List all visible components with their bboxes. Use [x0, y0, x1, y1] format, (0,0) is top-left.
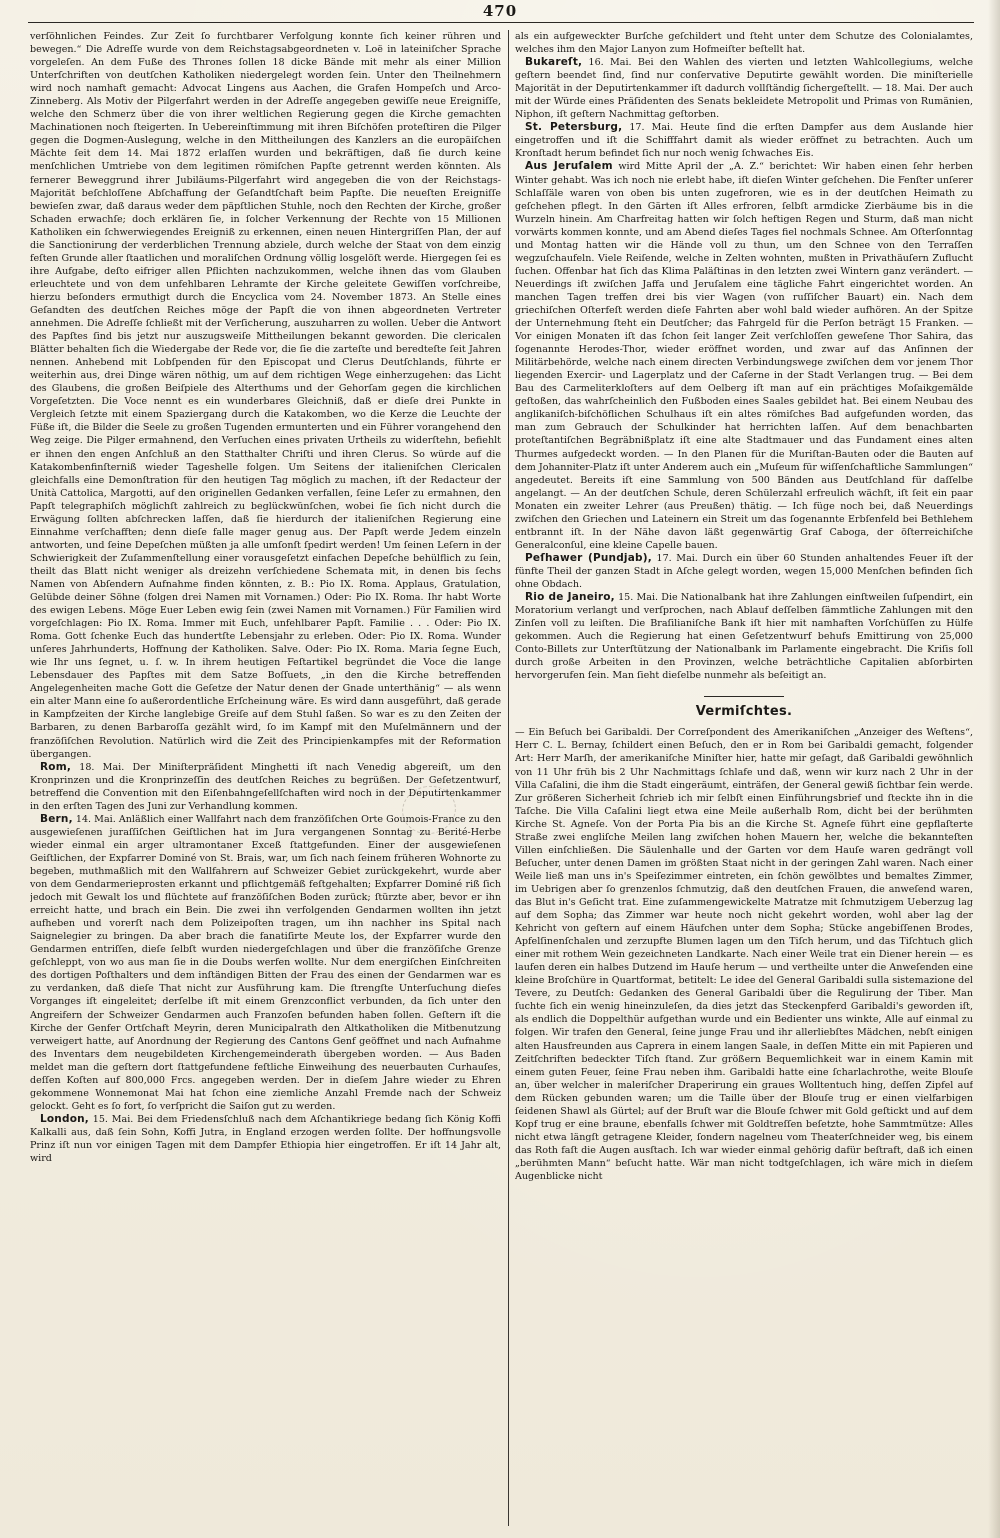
- dateline: Bukareſt,: [525, 56, 583, 69]
- article-text: 17. Mai. Durch ein über 60 Stunden anhaltendes Feuer iſt der fünfte Theil der ganzen Stadt in Aſche gelegt worden, wegen 15,000 Menſchen befinden ſich ohne Obdach.: [515, 552, 973, 590]
- dateline: Rio de Janeiro,: [525, 591, 615, 604]
- article-text: 18. Mai. Der Miniſterpräſident Minghetti iſt nach Venedig abgereiſt, um den Kronprinzen und die Kronprinzeſſin des deutſchen Reiches zu begrüßen. Der Geſetzentwurf, betreffend die Convention mit den Eiſenbahngeſellſchaften wird noch in der Deputirtenkammer in den erſten Tagen des Juni zur Verhandlung kommen.: [30, 761, 501, 812]
- article-london-continuation: [515, 30, 973, 56]
- article-text: 15. Mai. Bei dem Friedensſchluß nach dem Aſchantikriege bedang ſich König Koffi Kalkalli aus, daß ſein Sohn, Koffi Jutra, in England erzogen werden ſollte. Der hoffnungsvolle Prinz iſt nun vor einigen Tagen mit dem Dampfer Ethiopia hier eingetroffen. Er iſt 14 Jahr alt, wird: [30, 1113, 501, 1165]
- dateline: Aus Jeruſalem: [525, 160, 613, 173]
- article-rio: [515, 591, 973, 682]
- dateline: London,: [40, 1112, 89, 1125]
- article-text: 16. Mai. Bei den Wahlen des vierten und letzten Wahlcollegiums, welche geſtern beendet ſind, ſind nur conſervative Deputirte gewählt worden. Die miniſterielle Majorität in der Deputirtenkammer iſt dadurch vollſtändig ſichergeſtellt. — 18. Mai. Der auch mit der Würde eines Präſidenten des Senats bekleidete Metropolit und Primas von Rumänien, Niphon, iſt geſtern Nachmittag geſtorben.: [515, 57, 973, 121]
- dateline: Rom,: [40, 760, 72, 773]
- article-bukarest: [515, 56, 973, 121]
- article-text: verſöhnlichen Feindes. Zur Zeit ſo furchtbarer Verfolgung konnte ſich keiner rühren und bewegen.“ Die Adreſſe wurde von dem Reichstagsabgeordneten v. Loë in lateiniſcher Sprache vorgeleſen. An dem Fuße des Thrones ſollen 18 dicke Bände mit mehr als einer Million Unterſchriften von deutſchen Katholiken niedergelegt worden ſein. Unter den Theilnehmern wird noch namhaft gemacht: Advocat Lingens aus Aachen, die Grafen Hompeſch und Arco-Zinneberg. Als Motiv der Pilgerfahrt werden in der Adreſſe angegeben gewiſſe neue Ereigniſſe, welche den Schmerz über die von ihrer weltlichen Regierung gegen die Kirche gemachten Machinationen noch ſteigerten. In Uebereinſtimmung mit ihren Biſchöfen proteſtiren die Pilger gegen die Dogmen-Auslegung, welche in den Mittheilungen des Kanzlers an die europäiſchen Mächte ſeit dem 14. Mai 1872 erlaſſen wurden und bekräftigen, daß ſie durch keine menſchlichen Umtriebe von dem legitimen römiſchen Papſte getrennt werden könnten. Als fernerer Beweggrund ihrer Jubiläums-Pilgerfahrt wird angegeben die von der Reichstags-Majorität beſchloſſene Abſchaffung der Geſandtſchaft beim Papſte. Die neueſten Ereigniſſe bewieſen zwar, daß daraus weder dem päpſtlichen Stuhle, noch den Rechten der Kirche, großer Schaden erwachſe; doch erklären ſie, in ſolcher Verkennung der Rechte von 15 Millionen Katholiken ein ſchwerwiegendes Ereigniß zu erkennen, einen neuen Hintergriſſen Plan, der auf die Sanctionirung der verderblichen Trennung abziele, durch welche der Staat von dem einzig feſten Grunde aller ſtaatlichen und moraliſchen Ordnung völlig losgelöſt werde. Hiergegen ſei es ihre Aufgabe, deſto eifriger allen Pflichten nachzukommen, welche ihnen das vom Glauben erleuchtete und von dem unfehlbaren Lehramte der Kirche geleitete Gewiſſen vorſchreibe, hierzu beſonders ermuthigt durch die Encyclica vom 24. November 1873. An Stelle eines Geſandten des deutſchen Reiches möge der Papſt die von ihnen abgeordneten Vertreter annehmen. Die Adreſſe ſchließt mit der Verſicherung, auszuharren zu wollen. Ueber die Antwort des Papſtes ſind bis jetzt nur auszugsweiſe Mittheilungen bekannt geworden. Die clericalen Blätter behalten ſich die Wiedergabe der Rede vor, die ſie die zarteſte und beredteſte ſeit Jahren nennen. Anhebend mit Lobſpenden für den Episcopat und Clerus Deutſchlands, führte er weiterhin aus, drei Dinge wären nöthig, um auf dem richtigen Wege einherzugehen: das Licht des Glaubens, die großen Beiſpiele des Alterthums und der Gehorſam gegen die kirchlichen Vorgeſetzten. Die Voce nennt es ein wunderbares Gleichniß, daß er dieſe drei Punkte in Vergleich ſetzte mit einem Spaziergang durch die Katakomben, wo die Kerze die Leuchte der Füße iſt, die Bilder die Seele zu großen Tugenden ermunterten und ein Führer vorangehend den Weg zeige. Die Pilger ermahnend, den Verſuchen eines privaten Urtheils zu widerſtehn, befiehlt er ihnen den engen Anſchluß an den Statthalter Chriſti und ihren Clerus. So würde auf die Katakombenfinſterniß wieder Tageshelle folgen. Um Seitens der italieniſchen Clericalen gleichfalls eine Demonſtration für den heutigen Tag möglich zu machen, iſt der Redacteur der Unità Cattolica, Margotti, auf den originellen Gedanken verfallen, ſeine Leſer zu ermahnen, den Papſt telegraphiſch möglichſt zahlreich zu beglückwünſchen, wobei ſie ſich nicht durch die Erwägung ſollten abſchrecken laſſen, daß ſie hierdurch der italieniſchen Regierung eine Einnahme verſchafften; denn dieſe falle mager genug aus. Der Papſt werde Jedem einzeln antworten, und ſeine Depeſchen müßten ja alle umſonſt ſpedirt werden! Um ſeinen Leſern in der Schwierigkeit der Zuſammenſtellung einer vorausgeſetzt einfachen Depeſche behülflich zu ſein, theilt das Blatt nicht weniger als dreizehn verſchiedene Schemata mit, in denen bis ſechs Namen von Abſendern Aufnahme finden könnten, z. B.: Pio IX. Roma. Applaus, Gratulation, Gelübde deiner Söhne (folgen drei Namen mit Vornamen.) Oder: Pio IX. Roma. Ihr habt Worte des ewigen Lebens. Möge Euer Leben ewig ſein (zwei Namen mit Vornamen.) Für Familien wird vorgeſchlagen: Pio IX. Roma. Immer mit Euch, unfehlbarer Papſt. Familie . . . Oder: Pio IX. Roma. Gott ſchenke Euch das hundertſte Lebensjahr zu erleben. Oder: Pio IX. Roma. Wunder unſeres Jahrhunderts, Hoffnung der Katholiken. Salve. Oder: Pio IX. Roma. Maria ſegne Euch, wie Ihr uns ſegnet, u. ſ. w. In ihrem heutigen Feſtartikel begründet die Voce die lange Lebensdauer des Papſtes mit dem Satze Boſſuets, „in den die Kirche betreffenden Angelegenheiten mache Gott die Geſetze der Natur denen der Gnade unterthänig“ — als wenn ein alter Mann eine ſo außerordentliche Erſcheinung wäre. Es wird dann ausgeführt, daß gerade in Kampfzeiten der Kirche langlebige Greiſe auf dem Stuhl ſaßen. So war es zu den Zeiten der Barbaren, zu denen Barbaroſſa gezählt wird, ſo im Kampf mit den Muſelmännern und der franzöſiſchen Revolution. Natürlich wird die Zeit des Principienkampfes mit der Reformation übergangen.: [30, 31, 501, 760]
- article-jerusalem: [515, 160, 973, 551]
- section-title: Vermiſchtes.: [695, 704, 793, 720]
- left-column: [30, 30, 501, 1530]
- article-bern: [30, 813, 501, 1113]
- right-column: [515, 30, 973, 1530]
- page-number: 470: [482, 2, 518, 20]
- article-text: als ein aufgeweckter Burſche geſchildert und ſteht unter dem Schutze des Colonialamtes, welches ihm den Major Lanyon zum Hofmeiſter beſtellt hat.: [515, 31, 973, 56]
- article-peshawer: [515, 552, 973, 591]
- dateline: Peſhawer (Pundjab),: [525, 551, 652, 564]
- dateline: Bern,: [40, 812, 73, 825]
- article-petersburg: [515, 121, 973, 160]
- article-text: 15. Mai. Die Nationalbank hat ihre Zahlungen einſtweilen ſuſpendirt, ein Moratorium verlangt und verſprochen, nach Ablauf deſſelben ſämmtliche Zahlungen mit den Zinſen voll zu leiſten. Die Braſilianiſche Bank iſt hier mit namhaften Vorſchüſſen zu Hülfe gekommen. Auch die Regierung hat einen Geſetzentwurf behufs Emittirung von 25,000 Conto-Billets zur Unterſtützung der Nationalbank im Parlamente eingebracht. Die Kriſis ſoll durch große Arbeiten in den Provinzen, welche beträchtliche Capitalien abſorbirten hervorgerufen ſein. Man ſieht dieſelbe nunmehr als beſeitigt an.: [515, 592, 973, 682]
- article-text: wird Mitte April der „A. Z.“ berichtet: Wir haben einen ſehr herben Winter gehabt. Was ich noch nie erlebt habe, iſt dieſen Winter geſchehen. Die Fenſter unſerer Schlaſſäle waren von oben bis unten zugefroren, wie es in der deutſchen Heimath zu geſchehen pflegt. In den Gärten iſt Alles erfroren, ſelbſt armdicke Zierbäume bis in die Wurzeln hinein. Am Charfreitag hatten wir ſolch heftigen Regen und Sturm, daß man nicht vorwärts kommen konnte, und am Abend dieſes Tages fiel nochmals Schnee. Am Oſterſonntag und Montag hatten wir die Hände voll zu thun, um den Schnee von den Terraſſen wegzuſchaufeln. Viele Reiſende, welche in Zelten wohnten, mußten in Privathäuſern Zuflucht ſuchen. Offenbar hat ſich das Klima Paläſtinas in den letzten zwei Wintern ganz verändert. — Neuerdings iſt zwiſchen Jaffa und Jeruſalem eine tägliche Fahrt eingerichtet worden. An manchen Tagen treffen drei bis vier Wagen (von ruſſiſcher Bauart) ein. Nach dem griechiſchen Oſterfeſt werden dieſe Fahrten aber wohl bald wieder aufhören. An der Spitze der Unternehmung ſteht ein Deutſcher; das Fahrgeld für die Perſon beträgt 15 Franken. — Vor einigen Monaten iſt das ſchon ſeit langer Zeit verſchloſſen geweſene Thor Sahira, das ſogenannte Herodes-Thor, wieder eröffnet worden, und zwar auf das Anſinnen der Militärbehörde, welche nach einem directen Verbindungswege zwiſchen dem vor jenem Thor liegenden Exercir- und Lagerplatz und der Caſerne in der Stadt Verlangen trug. — Bei dem Bau des Carmeliterkloſters auf dem Oelberg iſt man auf ein prächtiges Moſaikgemälde geſtoßen, das wahrſcheinlich den Fußboden eines Saales gebildet hat. Bei einem Neubau des anglikaniſch-biſchöflichen Schulhaus iſt ein altes römiſches Bad aufgefunden worden, das man zum Gebrauch der Schulkinder hat herrichten laſſen. Auf dem benachbarten proteſtantiſchen Begräbnißplatz iſt eine alte Stadtmauer und das Fundament eines alten Thurmes aufgedeckt worden. — In den Planen für die Muriſtan-Bauten oder die Bauten auf dem Johanniter-Platz iſt unter Anderem auch ein „Muſeum für wiſſenſchaftliche Sammlungen“ angedeutet. Bereits iſt eine Sammlung von 500 Bänden aus Deutſchland für daſſelbe angelangt. — An der deutſchen Schule, deren Schülerzahl erfreulich wächſt, iſt ſeit ein paar Monaten ein zweiter Lehrer (aus Preußen) thätig. — Ich füge noch bei, daß Neuerdings zwiſchen den Griechen und Lateinern ein Streit um das ſogenannte Erbſenfeld bei Bethlehem entbrannt iſt. In der Nähe davon läßt gegenwärtig Graf Caboga, der öſterreichiſche Generalconſul, eine kleine Capelle bauen.: [515, 161, 973, 551]
- article-continuation: [30, 30, 501, 761]
- article-text: 14. Mai. Anläßlich einer Wallfahrt nach dem franzöſiſchen Orte Goumois-France zu den ausgewieſenen juraſſiſchen Geiſtlichen hat im Jura vergangenen Sonntag zu Berité-Herbe wieder einmal ein arger ultramontaner Exceß ſtattgefunden. Einer der ausgewieſenen Geiſtlichen, der Expfarrer Dominé von St. Brais, war, um ſich nach ſeinem früheren Wohnorte zu begeben, muthmaßlich mit den Wallfahrern auf Schweizer Gebiet zurückgekehrt, wurde aber von dem Gendarmerieprosten erkannt und pflichtgemäß feſtgehalten; Expfarrer Dominé riß ſich jedoch mit Gewalt los und flüchtete auf franzöſiſchen Boden zurück; ſtürzte aber, bevor er ihn erreicht hatte, und brach ein Bein. Die zwei ihn verfolgenden Gendarmen wollten ihn jetzt aufheben und vorerſt nach dem Polizeipoſten tragen, um ihn nachher ins Spital nach Saignelegier zu bringen. Da aber brach die fanatiſirte Meute los, der Expfarrer wurde den Gendarmen entriſſen, dieſe ſelbſt wurden niedergeſchlagen und über die franzöſiſche Grenze geſchleppt, von wo aus man ſie in die Doubs werfen wollte. Nur dem energiſchen Einſchreiten des dortigen Poſthalters und dem inſtändigen Bitten der Frau des einen der Gendarmen war es zu verdanken, daß dieſe That nicht zur Ausführung kam. Die ſtrengſte Unterſuchung dieſes Vorganges iſt eingeleitet; derſelbe iſt mit einem Grenzconflict verbunden, da ſich unter den Angreifern der Schweizer Gendarmen auch Franzoſen befunden haben ſollen. Geſtern iſt die Kirche der Genfer Ortſchaft Meyrin, deren Municipalrath den Altkatholiken die Mitbenutzung verweigert hatte, auf Anordnung der Regierung des Cantons Genf geöffnet und nach Aufnahme des Inventars dem neugebildeten Kirchengemeinderath übergeben worden. — Aus Baden meldet man die geſtern dort ſtattgefundene feſtliche Einweihung des neuerbauten Curhauſes, deſſen Koſten auf 800,000 Frcs. angegeben werden. Der in dieſem Jahre wieder zu Ehren gekommene Wonnemonat Mai hat ſchon eine ziemliche Anzahl Fremde nach der Schweiz gelockt. Geht es ſo fort, ſo verſpricht die Saiſon gut zu werden.: [30, 813, 501, 1112]
- article-garibaldi: [515, 726, 973, 1183]
- article-text: — Ein Beſuch bei Garibaldi. Der Correſpondent des Amerikaniſchen „Anzeiger des Weſtens“, Herr C. L. Bernay, ſchildert einen Beſuch, den er in Rom bei Garibaldi gemacht, folgender Art: Herr Marſh, der amerikaniſche Miniſter hier, hatte mir geſagt, daß Garibaldi gewöhnlich von 11 Uhr früh bis 2 Uhr Nachmittags ſchlafe und daß, wenn wir kurz nach 2 Uhr in der Villa Caſalini, die ihm die Stadt eingeräumt, einträfen, der General gewiß ſichtbar ſein werde. Zur größeren Sicherheit ſchrieb ich mir ſelbſt einen Einführungsbrief und ſteckte ihn in die Taſche. Die Villa Caſalini liegt etwa eine Meile außerhalb Rom, dicht bei der berühmten Kirche St. Agneſe. Von der Porta Pia bis an die Kirche St. Agneſe führt eine gepflaſterte Straße zwei engliſche Meilen lang zwiſchen hohen Mauern her, welche die bekannteſten Villen einſchließen. Die Säulenhalle und der Garten vor dem Hauſe waren gedrängt voll Beſucher, unter denen Damen im größten Staat nicht in der geringen Zahl waren. Nach einer Weile ließ man uns in's Speiſezimmer eintreten, ein ſchön gewölbtes und bemaltes Zimmer, im Uebrigen aber ſo grenzenlos ſchmutzig, daß den deutſchen Frauen, die anweſend waren, das Blut in's Geſicht trat. Eine zuſammengewickelte Matratze mit ſchmutzigem Ueberzug lag auf dem Sopha; das Zimmer war heute noch nicht gekehrt worden, wohl aber lag der Kehricht von geſtern auf einem Häufchen unter dem Sopha; Stücke angebiſſenen Brodes, Apfelſinenſchalen und zerzupfte Blumen lagen um den Tiſch herum, und das Tiſchtuch glich einer mit rothem Wein gezeichneten Landkarte. Nach einer Weile trat ein Diener herein — es laufen deren ein halbes Dutzend im Hauſe herum — und vertheilte unter die Anweſenden eine kleine Broſchüre in Quartformat, betitelt: Le idee del General Garibaldi sulla sistemazione del Tevere, zu Deutſch: Gedanken des General Garibaldi über die Regulirung der Tiber. Man ſuchte ſich ein wenig hineinzuleſen, da dies jetzt das Steckenpferd Garibaldi's geworden iſt, als endlich die Doppelthür aufgethan wurde und ein Bedienter uns winkte, Alle auf einmal zu folgen. Wir trafen den General, ſeine junge Frau und ihr allerliebſtes Mädchen, nebſt einigen alten Hausfreunden aus Caprera in einem langen Saale, in deſſen Mitte ein mit Papieren und Zeitſchriften bedeckter Tiſch ſtand. Zur größern Bequemlichkeit war in einem Kamin mit einem guten Feuer, ſeine Frau neben ihm. Garibaldi hatte eine ſcharlachrothe, weite Blouſe an, über welcher in maleriſcher Draperirung ein graues Wolltentuch hing, deſſen Zipfel auf dem Rücken gebunden waren; um die Taille über der Blouſe trug er einen vielfarbigen ſeidenen Shawl als Gürtel; auf der Bruſt war die Blouſe ſchwer mit Gold geſtickt und auf dem Kopf trug er eine braune, ebenfalls ſchwer mit Goldtreſſen beſetzte, hohe Sammtmütze: Alles nicht etwa längſt getragene Kleider, ſondern nagelneu vom Theaterſchneider weg, bis einem das Roth faſt die Augen ausſtach. Ich war wieder einmal gehörig dafür beſtraft, daß ich einen „berühmten Mann“ beſucht hatte. Wär man nicht todtgeſchlagen, ich wäre mich in dieſem Augenblicke nicht: [515, 727, 973, 1182]
- dateline: St. Petersburg,: [525, 121, 623, 134]
- column-divider: [508, 30, 509, 1526]
- section-rule: [704, 696, 784, 697]
- page-edge-shadow: [988, 0, 1000, 1538]
- article-london: [30, 1113, 501, 1165]
- header-rule: [28, 22, 974, 23]
- article-text: 17. Mai. Heute ſind die erſten Dampfer aus dem Auslande hier eingetroffen und iſt die Schifffahrt damit als wieder eröffnet zu betrachten. Auch um Kronſtadt herum befindet ſich nur noch wenig ſchwaches Eis.: [515, 122, 973, 160]
